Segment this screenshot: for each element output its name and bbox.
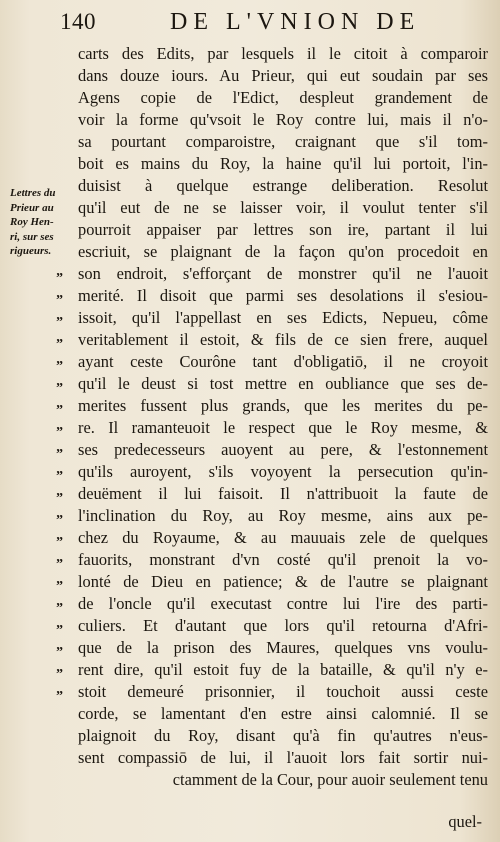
page-number: 140 [60, 9, 96, 34]
marginal-note-line: Prieur au [10, 201, 54, 214]
text-line: de l'oncle qu'il executast contre lui l'ire des parti- [78, 594, 488, 613]
quotation-mark: ” [56, 623, 63, 638]
text-line: plaignoit du Roy, disant qu'à fin qu'autres n'eus- [78, 726, 488, 745]
text-line: ses predecesseurs auoyent au pere, & l'estonnement [78, 440, 488, 459]
text-line: lonté de Dieu en patience; & de l'autre se plaignant [78, 572, 488, 591]
text-line: re. Il ramanteuoit le respect que le Roy mesme, & [78, 418, 488, 437]
text-line: pourroit appaiser par lettres son ire, partant il lui [78, 220, 488, 239]
quotation-mark: ” [56, 381, 63, 396]
text-line: qu'il le deust si tost mettre en oubliance que ses de- [78, 374, 488, 393]
text-line: stoit demeuré prisonnier, il touchoit aussi ceste [78, 682, 488, 701]
marginal-note-line: ri, sur ses [10, 230, 54, 243]
text-line: sent compassiō de lui, il l'auoit lors fait sortir nui- [78, 748, 488, 767]
text-line: chez du Royaume, & au mauuais zele de quelques [78, 528, 488, 547]
marginal-note-line: rigueurs. [10, 245, 52, 257]
quotation-mark: ” [56, 293, 63, 308]
marginal-note-line: Lettres du [10, 187, 56, 199]
text-line: fauorits, monstrant d'vn costé qu'il prenoit la vo- [78, 550, 488, 569]
quotation-mark: ” [56, 689, 63, 704]
quotation-mark: ” [56, 535, 63, 550]
text-line: qu'ils auroyent, s'ils voyoyent la persecution qu'in- [78, 462, 488, 481]
text-line: merité. Il disoit que parmi ses desolations il s'esiou- [78, 286, 488, 305]
running-head: DE L'VNION DE [170, 9, 421, 35]
quotation-mark: ” [56, 337, 63, 352]
quotation-mark: ” [56, 601, 63, 616]
quotation-mark: ” [56, 645, 63, 660]
quotation-mark: ” [56, 469, 63, 484]
text-line: duisist à quelque estrange deliberation. Resolut [78, 176, 488, 195]
text-line: culiers. Et d'autant que lors qu'il retourna d'Afri- [78, 616, 488, 635]
text-line: issoit, qu'il l'appellast en ses Edicts, Nepueu, côme [78, 308, 488, 327]
quotation-mark: ” [56, 359, 63, 374]
quotation-mark: ” [56, 667, 63, 682]
quotation-mark: ” [56, 513, 63, 528]
text-line: ayant ceste Courône tant d'obligatiō, il ne croyoit [78, 352, 488, 371]
text-line: qu'il eut de ne se laisser voir, il voulut tenter s'il [78, 198, 488, 217]
text-line: escriuit, se plaignant de la façon qu'on procedoit en [78, 242, 488, 261]
text-line: voir la forme qu'vsoit le Roy contre lui, mais il n'o- [78, 110, 488, 129]
text-line: que de la prison des Maures, quelques vns voulu- [78, 638, 488, 657]
quotation-mark: ” [56, 579, 63, 594]
text-line: son endroit, s'efforçant de monstrer qu'il ne l'auoit [78, 264, 488, 283]
quotation-mark: ” [56, 403, 63, 418]
text-line: boit es mains du Roy, la haine qu'il lui portoit, l'in- [78, 154, 488, 173]
text-line: veritablement il estoit, & fils de ce sien frere, auquel [78, 330, 488, 349]
marginal-note-line: Roy Hen- [10, 216, 54, 228]
text-line: rent dire, qu'il estoit fuy de la bataille, & qu'il n'y e- [78, 660, 488, 679]
text-line: corde, se lamentant d'en estre ainsi calomnié. Il se [78, 704, 488, 723]
quotation-mark: ” [56, 491, 63, 506]
text-line: l'inclination du Roy, au Roy mesme, ains aux pe- [78, 506, 488, 525]
text-line: dans douze iours. Au Prieur, qui eut soudain par ses [78, 66, 488, 85]
catchword: quel- [448, 812, 482, 831]
quotation-mark: ” [56, 557, 63, 572]
text-line: carts des Edits, par lesquels il le citoit à comparoir [78, 44, 488, 63]
page-header [0, 9, 500, 39]
quotation-mark: ” [56, 271, 63, 286]
text-line: ctamment de la Cour, pour auoir seulement tenu [172, 770, 488, 789]
quotation-mark: ” [56, 447, 63, 462]
text-line: sa pourtant comparoistre, craignant que s'il tom- [78, 132, 488, 151]
marginal-note [10, 186, 70, 259]
text-line: merites fussent plus grands, que les merites du pe- [78, 396, 488, 415]
quotation-mark: ” [56, 315, 63, 330]
text-line: deuëment il lui faisoit. Il n'attribuoit la faute de [78, 484, 488, 503]
text-line: Agens copie de l'Edict, despleut grandement de [78, 88, 488, 107]
quotation-mark: ” [56, 425, 63, 440]
